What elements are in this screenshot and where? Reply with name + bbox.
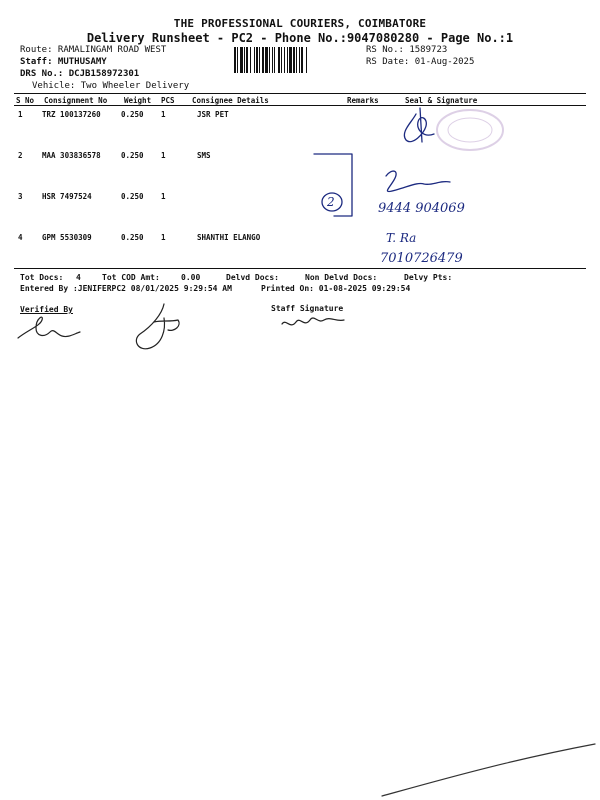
col-sno: S No xyxy=(16,96,35,105)
table-top-rule xyxy=(14,93,586,94)
delvy-pts-label: Delvy Pts: xyxy=(404,273,453,282)
col-seal: Seal & Signature xyxy=(405,96,478,105)
staff: Staff: MUTHUSAMY xyxy=(20,57,107,67)
barcode-bar xyxy=(301,47,303,73)
second-signature xyxy=(136,304,179,349)
barcode-bar xyxy=(244,47,245,73)
table-bottom-rule xyxy=(14,268,586,269)
barcode-bar xyxy=(234,47,236,73)
row-weight: 0.250 xyxy=(121,192,144,201)
signature-row-1 xyxy=(404,108,434,142)
row-pcs: 1 xyxy=(161,110,166,119)
circled-number: 2 xyxy=(327,195,335,209)
barcode-bar xyxy=(299,47,300,73)
col-weight: Weight xyxy=(124,96,152,105)
delvd-docs-label: Delvd Docs: xyxy=(226,273,279,282)
row-sno: 1 xyxy=(18,110,23,119)
pen-stroke xyxy=(380,740,600,800)
barcode-bar xyxy=(278,47,280,73)
row-pcs: 1 xyxy=(161,192,166,201)
vehicle: Vehicle: Two Wheeler Delivery xyxy=(32,81,190,91)
barcode xyxy=(234,47,358,75)
row-consignee: JSR PET xyxy=(197,110,229,119)
barcode-bar xyxy=(259,47,260,73)
tot-docs-value: 4 xyxy=(76,273,81,282)
barcode-bar xyxy=(256,47,258,73)
col-remarks: Remarks xyxy=(347,96,379,105)
barcode-bar xyxy=(240,47,243,73)
barcode-bar xyxy=(246,47,248,73)
barcode-bar xyxy=(289,47,292,73)
barcode-bar xyxy=(237,47,238,73)
barcode-bar xyxy=(262,47,264,73)
barcode-bar xyxy=(274,47,275,73)
barcode-bar xyxy=(272,47,273,73)
row-sno: 2 xyxy=(18,151,23,160)
col-consignment: Consignment No xyxy=(44,96,108,105)
row-consignment: GPM 5530309 xyxy=(42,233,92,242)
company-name: THE PROFESSIONAL COURIERS, COIMBATORE xyxy=(173,17,427,30)
row-sno: 4 xyxy=(18,233,23,242)
barcode-bar xyxy=(269,47,270,73)
tot-cod-value: 0.00 xyxy=(181,273,201,282)
seal-stamp xyxy=(437,110,503,150)
row-consignment: HSR 7497524 xyxy=(42,192,92,201)
barcode-bar xyxy=(250,47,251,73)
barcode-bar xyxy=(296,47,297,73)
initials: T. Ra xyxy=(386,231,417,245)
col-pcs: PCS xyxy=(161,96,175,105)
rs-no: RS No.: 1589723 xyxy=(366,45,448,55)
rs-date: RS Date: 01-Aug-2025 xyxy=(366,57,475,67)
handwritten-marks xyxy=(300,98,600,273)
staff-signature-label: Staff Signature xyxy=(271,304,344,313)
row-consignment: MAA 303836578 xyxy=(42,151,101,160)
row-consignee: SMS xyxy=(197,151,211,160)
phone-1: 9444 904069 xyxy=(378,201,465,216)
barcode-bar xyxy=(287,47,288,73)
barcode-bar xyxy=(306,47,307,73)
row-weight: 0.250 xyxy=(121,151,144,160)
tot-cod-label: Tot COD Amt: xyxy=(102,273,160,282)
printed-on: Printed On: 01-08-2025 09:29:54 xyxy=(261,284,411,293)
staff-signature xyxy=(282,318,344,325)
route: Route: RAMALINGAM ROAD WEST xyxy=(20,45,167,55)
row-pcs: 1 xyxy=(161,233,166,242)
drs-no: DRS No.: DCJB158972301 xyxy=(20,69,140,79)
verified-signature xyxy=(18,317,80,338)
entered-by: Entered By :JENIFERPC2 08/01/2025 9:29:54 AM xyxy=(20,284,232,293)
row-weight: 0.250 xyxy=(121,110,144,119)
barcode-bar xyxy=(293,47,295,73)
col-consignee: Consignee Details xyxy=(192,96,269,105)
row-pcs: 1 xyxy=(161,151,166,160)
tot-docs-label: Tot Docs: xyxy=(20,273,64,282)
non-delvd-docs-label: Non Delvd Docs: xyxy=(305,273,378,282)
signature-row-2 xyxy=(386,171,450,191)
barcode-bar xyxy=(254,47,255,73)
row-consignment: TRZ 100137260 xyxy=(42,110,101,119)
row-sno: 3 xyxy=(18,192,23,201)
runsheet-title: Delivery Runsheet - PC2 - Phone No.:9047080280 - Page No.:1 xyxy=(86,31,514,45)
row-consignee: SHANTHI ELANGO xyxy=(197,233,261,242)
signatures-drawing xyxy=(14,300,374,362)
row-weight: 0.250 xyxy=(121,233,144,242)
verified-by-label: Verified By xyxy=(20,305,73,314)
barcode-bar xyxy=(265,47,268,73)
barcode-bar xyxy=(284,47,285,73)
phone-2: 7010726479 xyxy=(380,251,463,266)
barcode-bar xyxy=(281,47,282,73)
